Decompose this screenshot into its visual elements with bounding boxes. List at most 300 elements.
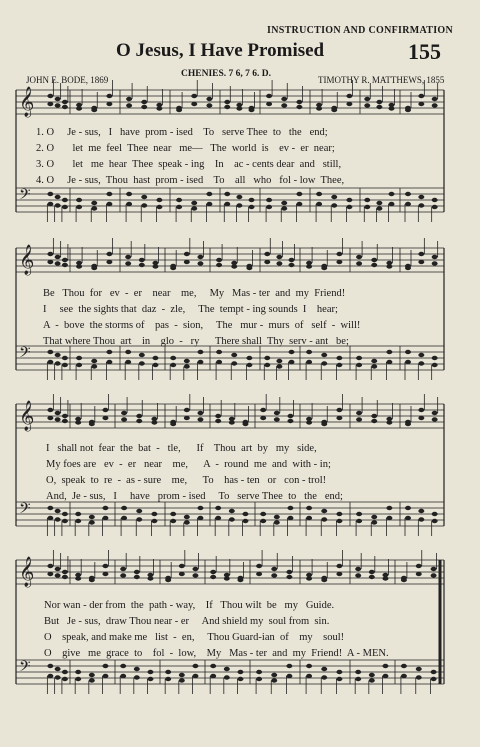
note-head xyxy=(55,353,61,357)
note-head xyxy=(256,670,262,674)
note-head xyxy=(134,575,140,579)
note-head xyxy=(55,667,61,671)
note-head xyxy=(296,100,302,104)
note-head xyxy=(286,570,292,574)
note-head xyxy=(246,363,252,367)
note-head xyxy=(170,363,176,367)
note-head xyxy=(55,195,61,199)
note-head xyxy=(179,678,185,682)
note-head xyxy=(432,363,438,367)
note-head xyxy=(106,350,112,354)
note-head xyxy=(266,94,272,98)
note-head xyxy=(126,97,132,101)
note-head xyxy=(76,198,82,202)
note-head xyxy=(256,572,262,576)
note-head xyxy=(431,567,437,571)
note-head xyxy=(306,674,312,678)
note-head xyxy=(287,414,293,418)
note-head xyxy=(321,422,327,426)
note-head xyxy=(371,515,377,519)
note-head xyxy=(47,192,53,196)
note-head xyxy=(316,192,322,196)
note-head xyxy=(197,350,203,354)
note-head xyxy=(156,198,162,202)
lyric-line: Nor wan - der from the path - way, If Thou wilt be my Guide. xyxy=(44,600,335,611)
note-head xyxy=(306,664,312,668)
note-head xyxy=(197,261,203,265)
note-head xyxy=(224,202,230,206)
note-head xyxy=(191,94,197,98)
note-head xyxy=(287,516,293,520)
note-head xyxy=(431,677,437,681)
note-head xyxy=(91,201,97,205)
note-head xyxy=(62,100,68,104)
note-head xyxy=(242,519,248,523)
treble-clef-icon: 𝄞 xyxy=(19,557,35,587)
note-head xyxy=(418,195,424,199)
note-head xyxy=(216,263,222,267)
note-head xyxy=(121,417,127,421)
note-head xyxy=(176,205,182,209)
note-head xyxy=(405,202,411,206)
note-head xyxy=(356,417,362,421)
bass-clef-icon: 𝄢 xyxy=(19,500,31,521)
note-head xyxy=(405,266,411,270)
note-head xyxy=(47,350,53,354)
lyric-line: My foes are ev - er near me, A - round me and with - in; xyxy=(46,459,331,470)
note-head xyxy=(170,519,176,523)
note-head xyxy=(386,506,392,510)
note-head xyxy=(371,520,377,524)
note-head xyxy=(416,675,422,679)
note-head xyxy=(386,264,392,268)
note-head xyxy=(55,567,61,571)
note-head xyxy=(106,102,112,106)
note-head xyxy=(165,670,171,674)
note-head xyxy=(210,674,216,678)
note-head xyxy=(401,674,407,678)
note-head xyxy=(242,512,248,516)
note-head xyxy=(306,516,312,520)
note-head xyxy=(62,519,68,523)
note-head xyxy=(75,420,81,424)
note-head xyxy=(371,364,377,368)
note-head xyxy=(336,260,342,264)
note-head xyxy=(371,263,377,267)
note-head xyxy=(249,108,255,112)
note-head xyxy=(89,678,95,682)
note-head xyxy=(55,361,61,365)
note-head xyxy=(432,261,438,265)
note-head xyxy=(281,201,287,205)
note-head xyxy=(237,578,243,582)
note-head xyxy=(418,408,424,412)
note-head xyxy=(418,416,424,420)
note-head xyxy=(382,576,388,580)
note-head xyxy=(47,408,53,412)
note-head xyxy=(274,515,280,519)
note-head xyxy=(356,411,362,415)
note-head xyxy=(346,205,352,209)
note-head xyxy=(260,408,266,412)
note-head xyxy=(432,512,438,516)
note-head xyxy=(431,573,437,577)
note-head xyxy=(89,520,95,524)
note-head xyxy=(192,674,198,678)
note-head xyxy=(47,260,53,264)
note-head xyxy=(386,360,392,364)
note-head xyxy=(271,567,277,571)
note-head xyxy=(197,506,203,510)
note-head xyxy=(237,677,243,681)
note-head xyxy=(266,102,272,106)
note-head xyxy=(321,509,327,513)
note-head xyxy=(336,408,342,412)
tune-name: CHENIES. 7 6, 7 6. D. xyxy=(181,69,271,79)
note-head xyxy=(156,205,162,209)
note-head xyxy=(287,419,293,423)
note-head xyxy=(246,266,252,270)
note-head xyxy=(356,363,362,367)
note-head xyxy=(336,363,342,367)
lyric-line: But Je - sus, draw Thou near - er And shield my soul from sin. xyxy=(44,616,330,627)
note-head xyxy=(432,519,438,523)
note-head xyxy=(62,356,68,360)
note-head xyxy=(102,564,108,568)
note-head xyxy=(91,266,97,270)
note-head xyxy=(134,675,140,679)
note-head xyxy=(281,103,287,107)
note-head xyxy=(62,363,68,367)
note-head xyxy=(170,266,176,270)
note-head xyxy=(266,198,272,202)
note-head xyxy=(346,94,352,98)
note-head xyxy=(184,252,190,256)
note-head xyxy=(364,103,370,107)
note-head xyxy=(179,564,185,568)
note-head xyxy=(147,670,153,674)
note-head xyxy=(76,356,82,360)
note-head xyxy=(151,420,157,424)
note-head xyxy=(55,417,61,421)
note-head xyxy=(355,573,361,577)
note-head xyxy=(120,567,126,571)
note-head xyxy=(331,195,337,199)
note-head xyxy=(106,360,112,364)
note-head xyxy=(382,664,388,668)
note-head xyxy=(229,517,235,521)
note-head xyxy=(106,202,112,206)
note-head xyxy=(76,363,82,367)
note-head xyxy=(289,360,295,364)
note-head xyxy=(405,192,411,196)
note-head xyxy=(126,192,132,196)
note-head xyxy=(102,516,108,520)
note-head xyxy=(179,572,185,576)
note-head xyxy=(76,205,82,209)
note-head xyxy=(91,364,97,368)
note-head xyxy=(184,416,190,420)
section-heading: INSTRUCTION AND CONFIRMATION xyxy=(267,25,454,36)
note-head xyxy=(62,512,68,516)
note-head xyxy=(306,264,312,268)
note-head xyxy=(170,422,176,426)
note-head xyxy=(224,675,230,679)
note-head xyxy=(120,664,126,668)
note-head xyxy=(170,512,176,516)
note-head xyxy=(134,667,140,671)
note-head xyxy=(260,512,266,516)
note-head xyxy=(271,678,277,682)
note-head xyxy=(416,667,422,671)
note-head xyxy=(236,203,242,207)
note-head xyxy=(296,105,302,109)
note-head xyxy=(432,417,438,421)
note-head xyxy=(152,363,158,367)
note-head xyxy=(401,664,407,668)
note-head xyxy=(321,353,327,357)
note-head xyxy=(418,509,424,513)
note-head xyxy=(47,252,53,256)
note-head xyxy=(386,516,392,520)
bass-clef-icon: 𝄢 xyxy=(19,658,31,679)
note-head xyxy=(197,411,203,415)
note-head xyxy=(102,416,108,420)
note-head xyxy=(224,100,230,104)
note-head xyxy=(346,198,352,202)
note-head xyxy=(89,673,95,677)
note-head xyxy=(274,417,280,421)
note-head xyxy=(152,264,158,268)
note-head xyxy=(296,192,302,196)
note-head xyxy=(121,411,127,415)
note-head xyxy=(336,519,342,523)
note-head xyxy=(55,411,61,415)
note-head xyxy=(364,198,370,202)
note-head xyxy=(405,360,411,364)
note-head xyxy=(156,106,162,110)
note-head xyxy=(215,506,221,510)
note-head xyxy=(134,570,140,574)
note-head xyxy=(355,677,361,681)
note-head xyxy=(432,97,438,101)
note-head xyxy=(62,677,68,681)
note-head xyxy=(356,261,362,265)
note-head xyxy=(418,260,424,264)
note-head xyxy=(236,106,242,110)
note-head xyxy=(126,202,132,206)
note-head xyxy=(331,203,337,207)
note-head xyxy=(191,206,197,210)
note-head xyxy=(91,108,97,112)
note-head xyxy=(289,350,295,354)
lyric-line: And, Je - sus, I have prom - ised To serve Thee to the end; xyxy=(46,491,343,502)
note-head xyxy=(62,263,68,267)
note-head xyxy=(405,506,411,510)
note-head xyxy=(289,263,295,267)
note-head xyxy=(151,512,157,516)
author-credit: JOHN E. BODE, 1869 xyxy=(26,75,109,85)
note-head xyxy=(249,198,255,202)
note-head xyxy=(106,94,112,98)
note-head xyxy=(120,573,126,577)
note-head xyxy=(246,356,252,360)
note-head xyxy=(47,360,53,364)
note-head xyxy=(184,520,190,524)
note-head xyxy=(376,100,382,104)
note-head xyxy=(287,506,293,510)
note-head xyxy=(215,414,221,418)
note-head xyxy=(229,509,235,513)
note-head xyxy=(276,364,282,368)
note-head xyxy=(432,198,438,202)
note-head xyxy=(75,519,81,523)
note-head xyxy=(231,353,237,357)
note-head xyxy=(210,664,216,668)
note-head xyxy=(192,664,198,668)
note-head xyxy=(215,419,221,423)
note-head xyxy=(418,102,424,106)
note-head xyxy=(62,105,68,109)
note-head xyxy=(418,94,424,98)
note-head xyxy=(136,517,142,521)
note-head xyxy=(386,420,392,424)
composer-credit: TIMOTHY R. MATTHEWS, 1855 xyxy=(318,75,445,85)
note-head xyxy=(316,202,322,206)
note-head xyxy=(55,97,61,101)
note-head xyxy=(89,515,95,519)
note-head xyxy=(192,573,198,577)
note-head xyxy=(382,674,388,678)
lyric-line: 2. O let me feel Thee near me— The world is ev - er near; xyxy=(36,143,335,154)
note-head xyxy=(106,192,112,196)
note-head xyxy=(102,674,108,678)
note-head xyxy=(121,506,127,510)
note-head xyxy=(139,263,145,267)
note-head xyxy=(179,673,185,677)
note-head xyxy=(260,519,266,523)
note-head xyxy=(376,206,382,210)
lyric-line: I shall not fear the bat - tle, If Thou art by my side, xyxy=(46,443,317,454)
lyric-line: Be Thou for ev - er near me, My Mas - ter and my Friend! xyxy=(43,288,346,299)
note-head xyxy=(210,575,216,579)
note-head xyxy=(271,573,277,577)
note-head xyxy=(224,192,230,196)
note-head xyxy=(321,675,327,679)
note-head xyxy=(405,108,411,112)
note-head xyxy=(276,359,282,363)
note-head xyxy=(418,252,424,256)
hymn-title: O Jesus, I Have Promised xyxy=(116,40,325,61)
note-head xyxy=(336,252,342,256)
note-head xyxy=(289,258,295,262)
note-head xyxy=(336,356,342,360)
note-head xyxy=(136,419,142,423)
note-head xyxy=(432,356,438,360)
lyric-line: That where Thou art in glo - ry There shall Thy serv - ant be; xyxy=(43,336,349,347)
note-head xyxy=(401,578,407,582)
note-head xyxy=(432,205,438,209)
note-head xyxy=(125,360,131,364)
lyric-line: O, speak to re - as - sure me, To has - ten or con - trol! xyxy=(46,475,327,486)
note-head xyxy=(356,255,362,259)
note-head xyxy=(336,677,342,681)
note-head xyxy=(432,103,438,107)
note-head xyxy=(184,515,190,519)
note-head xyxy=(416,564,422,568)
note-head xyxy=(336,564,342,568)
note-head xyxy=(62,414,68,418)
bass-clef-icon: 𝄢 xyxy=(19,344,31,365)
note-head xyxy=(141,195,147,199)
note-head xyxy=(321,578,327,582)
lyric-line: 3. O let me hear Thee speak - ing In ac - cents dear and still, xyxy=(36,159,342,170)
note-head xyxy=(102,506,108,510)
note-head xyxy=(306,350,312,354)
note-head xyxy=(197,417,203,421)
note-head xyxy=(192,567,198,571)
note-head xyxy=(106,260,112,264)
note-head xyxy=(176,108,182,112)
note-head xyxy=(286,674,292,678)
note-head xyxy=(197,255,203,259)
note-head xyxy=(276,261,282,265)
note-head xyxy=(47,564,53,568)
lyric-line: 1. O Je - sus, I have prom - ised To serve Thee to the end; xyxy=(36,127,328,138)
note-head xyxy=(418,203,424,207)
note-head xyxy=(47,102,53,106)
note-head xyxy=(55,261,61,265)
note-head xyxy=(432,411,438,415)
note-head xyxy=(62,670,68,674)
note-head xyxy=(62,198,68,202)
note-head xyxy=(184,364,190,368)
note-head xyxy=(237,670,243,674)
note-head xyxy=(75,576,81,580)
note-head xyxy=(139,361,145,365)
note-head xyxy=(274,520,280,524)
note-head xyxy=(125,261,131,265)
note-head xyxy=(271,673,277,677)
note-head xyxy=(281,206,287,210)
note-head xyxy=(55,103,61,107)
note-head xyxy=(210,570,216,574)
note-head xyxy=(346,102,352,106)
note-head xyxy=(55,517,61,521)
note-head xyxy=(47,506,53,510)
lyric-line: A - bove the storms of pas - sion, The mur - murs of self - will! xyxy=(43,320,361,331)
note-head xyxy=(264,363,270,367)
note-head xyxy=(55,509,61,513)
note-head xyxy=(102,408,108,412)
note-head xyxy=(191,201,197,205)
note-head xyxy=(224,105,230,109)
note-head xyxy=(231,264,237,268)
note-head xyxy=(286,575,292,579)
note-head xyxy=(55,675,61,679)
lyric-line: O give me grace to fol - low, My Mas - ter and my Friend! A - MEN. xyxy=(44,648,389,659)
note-head xyxy=(376,105,382,109)
note-head xyxy=(369,570,375,574)
note-head xyxy=(321,517,327,521)
note-head xyxy=(331,108,337,112)
note-head xyxy=(47,664,53,668)
note-head xyxy=(47,674,53,678)
note-head xyxy=(266,205,272,209)
note-head xyxy=(369,575,375,579)
note-head xyxy=(75,677,81,681)
lyric-line: 4. O Je - sus, Thou hast prom - ised To all who fol - low Thee, xyxy=(36,175,345,186)
